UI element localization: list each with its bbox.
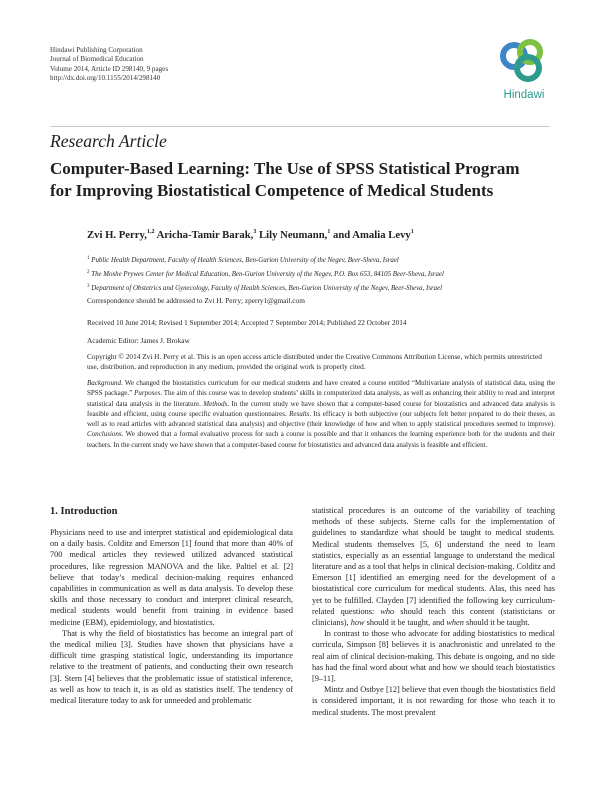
author-name: Aricha-Tamir Barak, <box>156 229 254 241</box>
abstract <box>87 378 555 450</box>
affiliation <box>87 267 444 281</box>
paragraph: In contrast to those who advocate for adding biostatistics to medical curricula, Simpson [8] believes it is anachronistic and unrelated to the real aim of clinical decision-making. This debate is ongoing, and no side has had the final word about what and how we should teach biostatistics [9–11]. <box>312 629 555 684</box>
author-list <box>87 229 414 241</box>
publisher-name: Hindawi Publishing Corporation <box>50 46 143 54</box>
paragraph <box>312 505 555 628</box>
article-dates: Received 10 June 2014; Revised 1 September 2014; Accepted 7 September 2014; Published 22 October 2014 <box>87 318 407 327</box>
author-affil: 3 <box>253 229 257 235</box>
paragraph-text: should it be taught, and <box>364 618 447 628</box>
abstract-results: . Its efficacy is both subjective (our subjects felt better prepared to do their theses, as well as to read articles with advanced statistical data analysis) and objective (their knowledge of how and when to apply statistical procedures seemed to improve). <box>87 409 556 429</box>
affiliation-text: Department of Obstetrics and Gynecology, Faculty of Health Sciences, Ben-Gurion University of the Negev, Beer-Sheva, Israel <box>91 284 443 292</box>
journal-name: Journal of Biomedical Education <box>50 55 144 64</box>
title-line-1: Computer-Based Learning: The Use of SPSS Statistical Program <box>50 159 520 178</box>
paragraph: Mintz and Ostbye [12] believe that even though the biostatistics field is considered important, it is not rewarding for those who teach it to medical students. The most prevalent <box>312 685 555 717</box>
affiliation-number: 3 <box>87 283 90 289</box>
abstract-label-conclusions: Conclusions <box>87 430 122 439</box>
affiliation-list <box>87 253 444 295</box>
emphasis: how <box>350 618 365 628</box>
paragraph-text: should it be taught. <box>463 618 530 628</box>
affiliation-number: 1 <box>87 256 90 261</box>
abstract-conclusions: . We showed that a formal evaluative process for such a course is possible and that it enhances the learning experience both for the students and their teachers. In the current study we have shown that a computer-based course for biostatistics and advanced data analysis is feasible and efficient. <box>87 430 555 449</box>
abstract-label-results: Results <box>289 409 310 418</box>
affiliation <box>87 281 444 295</box>
body-column-left <box>50 505 293 706</box>
logo-text: Hindawi <box>503 89 545 101</box>
author-name: and Amalia Levy <box>332 229 411 241</box>
hindawi-logo <box>492 38 556 110</box>
paragraph: That is why the field of biostatistics has become an integral part of the medical milieu [3]. Studies have shown that physicians have a difficult time grasping statistical logic, understanding its importance relative to the treatment of patients, and conducting their own research [3]. Stern [4] believes that the problematic issue of statistical inference, as well as how to teach it, is as old as statistics itself. The tendency of medical literature today to ask for unneeded and problematic <box>50 628 293 706</box>
doi-link[interactable]: http://dx.doi.org/10.1155/2014/298140 <box>50 73 161 82</box>
affiliation <box>87 253 444 267</box>
body-column-right <box>312 505 555 718</box>
abstract-text <box>87 378 555 450</box>
author-name: Lily Neumann, <box>259 229 328 241</box>
academic-editor: Academic Editor: James J. Brokaw <box>87 336 190 345</box>
author-affil: 1,2 <box>146 229 155 235</box>
abstract-purposes: . The aim of this course was to develop students’ skills in computerized data analysis, as well as enhancing their ability to read and interpret statistical data analysis in the literature. <box>87 389 555 408</box>
emphasis: who <box>380 606 395 616</box>
section-heading: 1. Introduction <box>50 506 118 517</box>
paragraph: Physicians need to use and interpret statistical and epidemiological data on a daily basis. Colditz and Emerson [1] found that more than 40% of 700 medical articles they reviewed utilized advanced statistical procedures, like regression MANOVA and the like. Paltiel et al. [2] believe that today’s medical decision-making requires enhanced capabilities in communication as well as data analysis. To develop these skills and those necessary to conduct and interpret clinical research, medical students would benefit from training in evidence based medicine (EBM), epidemiology, and biostatistics. <box>50 528 293 627</box>
abstract-label-background: Background <box>87 379 121 387</box>
abstract-background: . We changed the biostatistics curriculum for our medical students and have created a course entitled “Multivariate analysis of statistical data, using the SPSS package.” <box>87 379 555 398</box>
emphasis: when <box>446 618 464 628</box>
correspondence: Correspondence should be addressed to Zvi H. Perry; zperry1@gmail.com <box>87 296 305 305</box>
author-affil: 1 <box>327 229 331 235</box>
hindawi-logo-icon <box>498 38 550 86</box>
journal-header <box>50 46 168 83</box>
abstract-label-purposes: Purposes <box>134 389 161 398</box>
article-type: Research Article <box>50 131 167 151</box>
title-line-2: for Improving Biostatistical Competence of Medical Students <box>50 180 494 200</box>
article-title <box>50 158 560 201</box>
paragraph-text: should teach this content (statisticians or clinicians), <box>312 606 555 628</box>
copyright-notice: Copyright © 2014 Zvi H. Perry et al. This is an open access article distributed under the Creative Commons Attribution License, which permits unrestricted use, distribution, and reproduction in any medium, provided the original work is properly cited. <box>87 352 542 372</box>
author-affil: 1 <box>410 229 414 235</box>
affiliation-number: 2 <box>87 269 90 275</box>
header-divider <box>50 126 550 127</box>
abstract-methods: . In the current study we have shown that a computer-based course for biostatistics and advanced data analysis is feasible and efficient, using course specific evaluation questionnaires. <box>87 399 555 418</box>
paragraph-text: statistical procedures is an outcome of the variability of teaching methods of these subjects. Sterne calls for the implementation of guidelines to standardize what should be taught to medical students. Medical students themselves [5, 6] understand the need to learn statistics, especially as an essential language to understand the medical literature and as a tool that helps in clinical decision-making. Colditz and Emerson [1] identified an emerging need for the development of a biostatistical core curriculum for medical students. Alas, this need has yet to be fulfilled. Clayden [7] identified the following key curriculum-related questions: <box>312 506 555 616</box>
volume-line: Volume 2014, Article ID 298140, 9 pages <box>50 64 169 73</box>
affiliation-text: The Moshe Prywes Center for Medical Education, Ben-Gurion University of the Negev, P.O. Box 653, 84105 Beer-Sheva, Israel <box>91 270 444 278</box>
author-name: Zvi H. Perry, <box>87 229 147 241</box>
abstract-label-methods: Methods <box>203 399 228 408</box>
affiliation-text: Public Health Department, Faculty of Health Sciences, Ben-Gurion University of the Negev, Beer-Sheva, Israel <box>91 257 399 264</box>
